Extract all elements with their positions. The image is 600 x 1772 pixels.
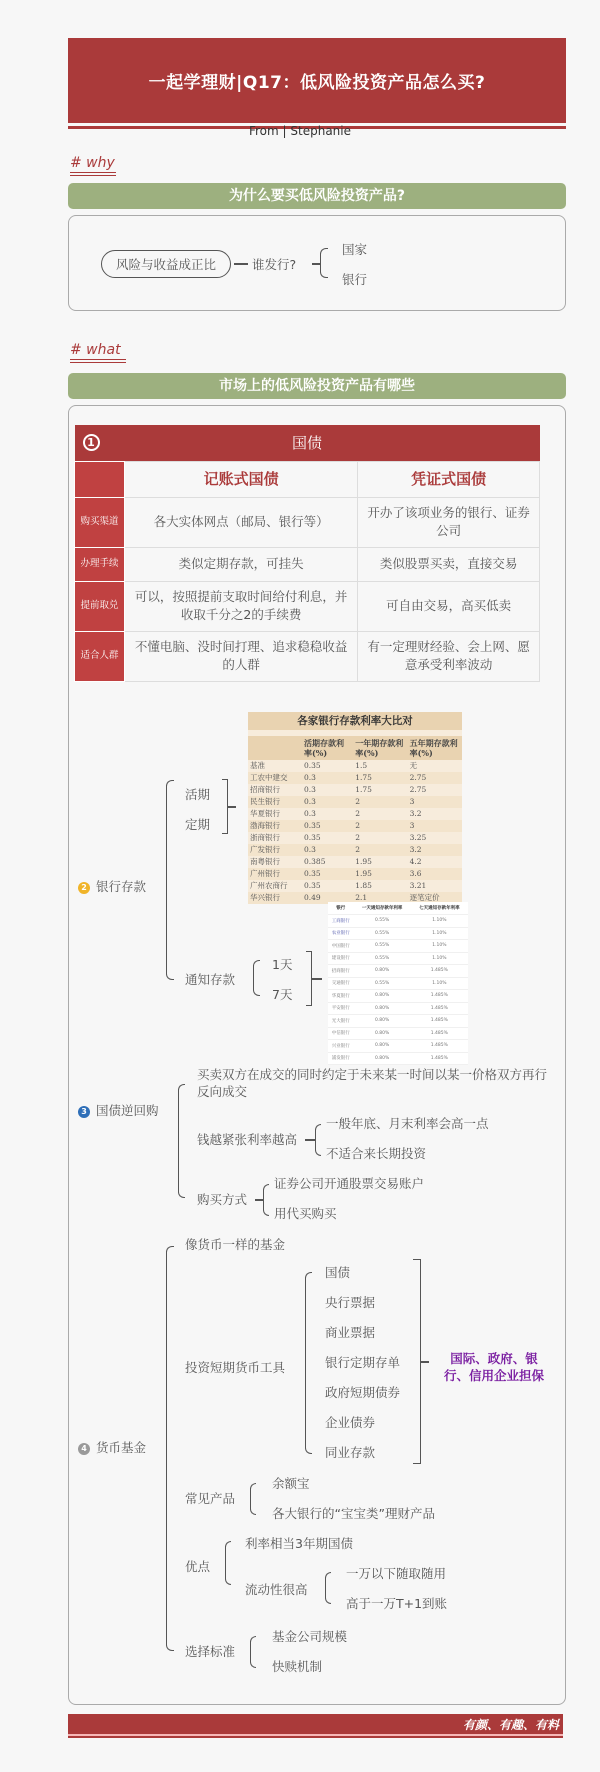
brace — [225, 1541, 231, 1585]
instrument: 政府短期债券 — [325, 1385, 401, 1400]
notice-deposit-node: 通知存款 — [185, 972, 236, 987]
liquidity-item: 高于一万T+1到账 — [346, 1596, 448, 1611]
table-row: 浦发银行 0.80% 1.485% — [328, 1052, 468, 1065]
definition: 买卖双方在成交的同时约定于未来某一时间以某一价格双方再行反向成交 — [197, 1067, 548, 1099]
table-title: 国债 — [291, 433, 322, 452]
products-label: 常见产品 — [185, 1491, 236, 1506]
bank-rate-table-image: 各家银行存款利率大比对 活期存款利率(%) 一年期存款利率(%) 五年期存款利率(%) 基准 0.35 1.5 无 工农中建交 0.3 1.75 2.75 招商银行 0.3 1.75 2.75 民生银行 0.3 2 3 华夏银行 0.3 2 3.2 渤海银行 0.35 2 3 浙商银行 0.35 2 3.25 广发银行 0.3 2 3.2 南粤银行 0.385 1.95 4.2 广州银行 0.35 1.95 3.6 广州农商行 0.35 1.85 3.21 华兴银行 0.49 2.1 逐笔定价 — [248, 712, 462, 904]
table-row: 广州银行 0.35 1.95 3.6 — [248, 868, 462, 880]
table-row: 工商银行 0.55% 1.10% — [328, 915, 468, 928]
brace — [320, 248, 328, 278]
connector — [312, 263, 320, 265]
instrument: 商业票据 — [325, 1325, 376, 1340]
table-row: 交通银行 0.55% 1.10% — [328, 977, 468, 990]
what-tag: # what — [70, 342, 126, 363]
table-row: 招商银行 0.3 1.75 2.75 — [250, 785, 427, 794]
notice-term: 1天 — [272, 957, 293, 972]
table-row: 购买渠道 各大实体网点（邮局、银行等） 开办了该项业务的银行、证券公司 — [75, 497, 540, 547]
brace — [305, 1272, 312, 1454]
invest-label: 投资短期货币工具 — [185, 1360, 286, 1375]
row-label: 购买渠道 — [75, 497, 125, 547]
table-row: 广发银行 0.3 2 3.2 — [248, 844, 462, 856]
table-row: 招商银行 0.80% 1.485% — [328, 965, 468, 978]
what-section-header: 市场上的低风险投资产品有哪些 — [68, 373, 566, 399]
connector — [228, 806, 236, 808]
question-node: 谁发行? — [252, 257, 297, 272]
deposit-type: 活期 — [185, 787, 211, 802]
table-row: 南粤银行 0.385 1.95 4.2 — [250, 857, 422, 866]
table-row: 平安银行 0.80% 1.485% — [328, 1002, 468, 1015]
table-row: 广州农商行 0.35 1.85 3.21 — [250, 881, 427, 890]
table-row: 建设银行 0.55% 1.10% — [328, 952, 468, 965]
buy-method: 证券公司开通股票交易账户 — [274, 1176, 425, 1191]
brace — [253, 960, 260, 996]
table-row: 办理手续 类似定期存款，可挂失 类似股票买卖，直接交易 — [75, 547, 540, 581]
money-fund-node: 4 货币基金 — [78, 1438, 146, 1456]
rate-point: 不适合来长期投资 — [326, 1146, 427, 1161]
buy-label: 购买方式 — [197, 1192, 248, 1207]
brace — [178, 1084, 185, 1198]
table-row: 华兴银行 0.49 2.1 逐笔定价 — [248, 892, 462, 904]
deposit-type: 定期 — [185, 817, 211, 832]
brace — [250, 1636, 256, 1668]
brace — [166, 1246, 174, 1651]
column-header: 凭证式国债 — [358, 461, 540, 497]
issuer-node: 银行 — [342, 272, 368, 287]
table-row: 兴业银行 0.80% 1.485% — [328, 1040, 468, 1053]
brace — [263, 1184, 269, 1216]
definition: 像货币一样的基金 — [185, 1237, 286, 1252]
issuer-node: 国家 — [342, 242, 368, 257]
table-row: 适合人群 不懂电脑、没时间打理、追求稳稳收益的人群 有一定理财经验、会上网、愿意承受利率波动 — [75, 631, 540, 681]
page-title: 一起学理财|Q17：低风险投资产品怎么买? — [148, 73, 486, 93]
buy-method: 用代买购买 — [274, 1206, 337, 1221]
table-row: 光大银行 0.80% 1.485% — [328, 1015, 468, 1028]
table-row: 华夏银行 0.80% 1.485% — [328, 990, 468, 1003]
tag-underline — [70, 359, 126, 363]
table-row: 农业银行 0.55% 1.10% — [328, 927, 468, 940]
number-badge: 1 — [83, 434, 100, 451]
bracket — [413, 1259, 421, 1464]
number-badge: 2 — [78, 882, 90, 894]
connector — [305, 1139, 315, 1141]
brace — [315, 1124, 321, 1156]
rate-note: 钱越紧张利率越高 — [197, 1132, 298, 1147]
table-row: 中国银行 0.55% 1.10% — [328, 940, 468, 953]
table-title-row — [75, 425, 540, 461]
row-label: 办理手续 — [75, 547, 125, 581]
row-label: 提前取兑 — [75, 581, 125, 631]
table-row: 华夏银行 0.3 2 3.2 — [250, 809, 422, 818]
connector — [234, 263, 248, 265]
instrument: 央行票据 — [325, 1295, 376, 1310]
connector — [421, 1361, 429, 1363]
root-node: 风险与收益成正比 — [101, 250, 231, 278]
footer-banner — [68, 1714, 563, 1736]
table-row: 基准 0.35 1.5 无 — [250, 761, 418, 770]
table-row: 提前取兑 可以，按照提前支取时间给付利息，并收取千分之2的手续费 可自由交易，高买低卖 — [75, 581, 540, 631]
brace — [250, 1483, 256, 1515]
footer-slogan: 有颜、有趣、有料 — [462, 1718, 559, 1732]
table-row: 工农中建交 0.3 1.75 2.75 — [248, 772, 462, 784]
criteria-item: 基金公司规模 — [272, 1629, 348, 1644]
rate-point: 一般年底、月末利率会高一点 — [326, 1116, 489, 1131]
bank-deposit-node: 2 银行存款 — [78, 877, 146, 895]
brace — [166, 780, 174, 980]
title-banner — [68, 38, 566, 126]
table-row: 渤海银行 0.35 2 3 — [248, 820, 462, 832]
connector — [255, 1199, 263, 1201]
reverse-repo-node: 3 国债逆回购 — [78, 1101, 159, 1119]
instrument: 银行定期存单 — [325, 1355, 401, 1370]
product: 余额宝 — [272, 1476, 310, 1491]
column-header: 记账式国债 — [125, 461, 358, 497]
product: 各大银行的“宝宝类”理财产品 — [272, 1506, 435, 1521]
table-row: 中信银行 0.80% 1.485% — [328, 1027, 468, 1040]
notice-rate-table-image: 银行 一天通知存款年利率 七天通知存款年利率 工商银行 0.55% 1.10% 农业银行 0.55% 1.10% 中国银行 0.55% 1.10% 建设银行 0.55% 1.10% 招商银行 0.80% 1.485% 交通银行 0.55% 1.10% 华夏银行 0.80% 1.485% 平安银行 0.80% 1.485% 光大银行 0.80% 1.485% 中信银行 0.80% 1.485% 兴业银行 0.80% 1.485% 浦发银行 0.80% 1.485% — [328, 902, 468, 1065]
pros-label: 优点 — [185, 1559, 211, 1574]
instrument: 企业债券 — [325, 1415, 376, 1430]
pro-item: 流动性很高 — [245, 1582, 308, 1597]
notice-term: 7天 — [272, 987, 293, 1002]
guozhai-table — [74, 425, 540, 682]
table-row: 浙商银行 0.35 2 3.25 — [250, 833, 427, 842]
number-badge: 3 — [78, 1106, 90, 1118]
pro-item: 利率相当3年期国债 — [245, 1536, 353, 1551]
liquidity-item: 一万以下随取随用 — [346, 1566, 447, 1581]
brace — [325, 1572, 331, 1604]
instrument: 同业存款 — [325, 1445, 376, 1460]
author-line: From | Stephanie — [248, 124, 351, 138]
criteria-label: 选择标准 — [185, 1644, 236, 1659]
bank-table-title: 各家银行存款利率大比对 — [248, 712, 462, 730]
criteria-item: 快赎机制 — [272, 1659, 323, 1674]
row-label: 适合人群 — [75, 631, 125, 681]
tag-underline — [70, 172, 116, 176]
why-section-header: 为什么要买低风险投资产品? — [68, 183, 566, 209]
guarantee-note: 国际、政府、银行、信用企业担保 — [443, 1351, 544, 1383]
why-tag: # why — [70, 155, 116, 176]
number-badge: 4 — [78, 1443, 90, 1455]
column-header-row — [75, 461, 540, 497]
connector — [312, 978, 322, 980]
instrument: 国债 — [325, 1265, 351, 1280]
table-row: 民生银行 0.3 2 3 — [248, 796, 462, 808]
